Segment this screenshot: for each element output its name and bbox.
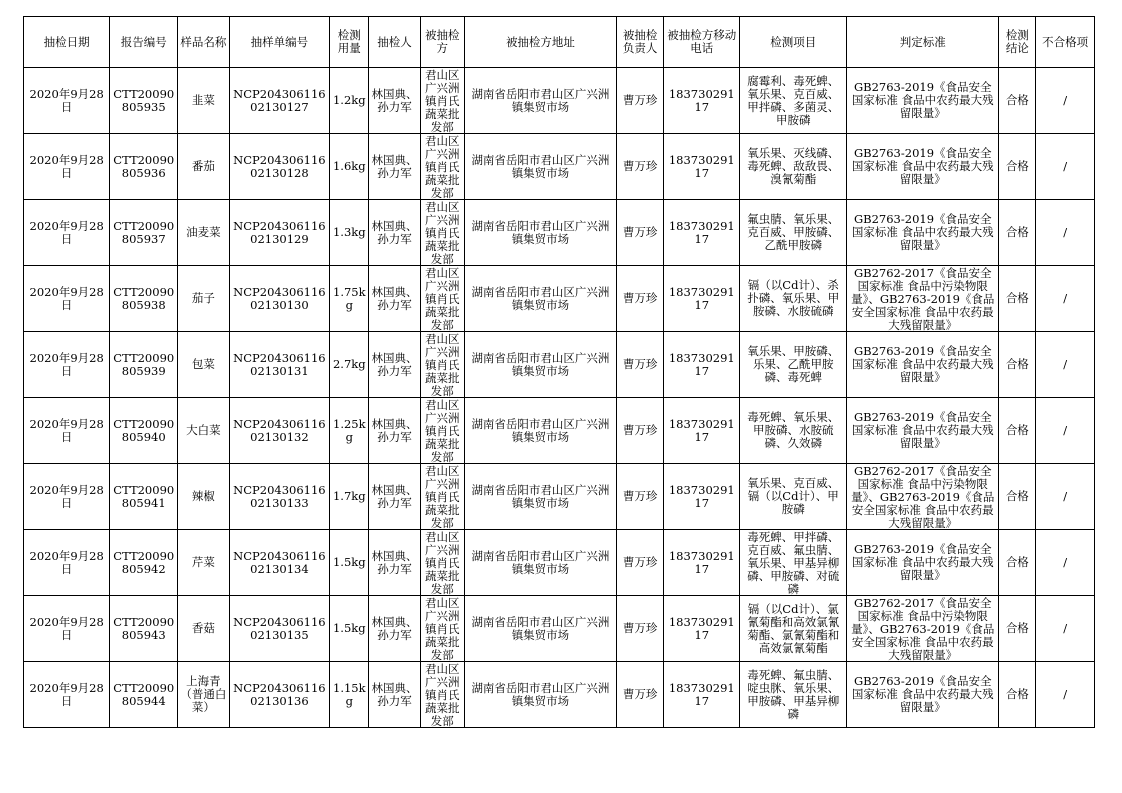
cell-inspector: 林国典、孙力军 <box>369 266 420 332</box>
cell-test-items-text: 氧乐果、克百威、镉（以Cd计）、甲胺磷 <box>747 477 840 516</box>
cell-sample-name: 大白菜 <box>178 398 229 464</box>
cell-standard-text: GB2762-2017《食品安全国家标准 食品中污染物限量》、GB2763-2019《食品安全国家标准 食品中农药最大残留限量》 <box>851 596 995 661</box>
cell-amount: 1.2kg <box>330 68 369 134</box>
cell-standard-text: GB2763-2019《食品安全国家标准 食品中农药最大残留限量》 <box>851 543 994 582</box>
cell-conclusion: 合格 <box>999 134 1036 200</box>
cell-standard <box>847 266 999 332</box>
cell-date: 2020年9月28日 <box>24 464 110 530</box>
header-person-in-charge: 被抽检负责人 <box>617 17 664 68</box>
cell-inspector: 林国典、孙力军 <box>369 398 420 464</box>
cell-person-in-charge: 曹万珍 <box>617 134 664 200</box>
cell-inspected-party-text: 君山区广兴洲镇肖氏蔬菜批发部 <box>425 596 460 661</box>
cell-report-no: CTT20090805938 <box>110 266 178 332</box>
cell-phone: 18373029117 <box>664 662 740 728</box>
cell-test-items <box>740 266 847 332</box>
cell-inspected-party <box>420 68 464 134</box>
cell-sampling-no: NCP20430611602130130 <box>229 266 330 332</box>
cell-sampling-no: NCP20430611602130134 <box>229 530 330 596</box>
cell-inspector: 林国典、孙力军 <box>369 530 420 596</box>
header-report-no: 报告编号 <box>110 17 178 68</box>
cell-person-in-charge: 曹万珍 <box>617 266 664 332</box>
cell-test-items <box>740 332 847 398</box>
cell-failed-items: / <box>1036 662 1095 728</box>
cell-amount: 1.5kg <box>330 596 369 662</box>
cell-person-in-charge: 曹万珍 <box>617 68 664 134</box>
cell-standard-text: GB2762-2017《食品安全国家标准 食品中污染物限量》、GB2763-2019《食品安全国家标准 食品中农药最大残留限量》 <box>851 464 995 529</box>
cell-conclusion: 合格 <box>999 662 1036 728</box>
cell-inspected-party-text: 君山区广兴洲镇肖氏蔬菜批发部 <box>425 332 460 397</box>
cell-amount: 1.25kg <box>330 398 369 464</box>
cell-inspector: 林国典、孙力军 <box>369 596 420 662</box>
cell-inspected-party-text: 君山区广兴洲镇肖氏蔬菜批发部 <box>425 662 460 727</box>
cell-inspected-party-text: 君山区广兴洲镇肖氏蔬菜批发部 <box>425 464 460 529</box>
cell-standard <box>847 464 999 530</box>
cell-phone: 18373029117 <box>664 530 740 596</box>
cell-failed-items: / <box>1036 200 1095 266</box>
cell-conclusion: 合格 <box>999 332 1036 398</box>
cell-test-items-text: 毒死蜱、氟虫腈、啶虫脒、氧乐果、甲胺磷、甲基异柳磷 <box>747 668 840 721</box>
cell-inspected-party <box>420 596 464 662</box>
cell-conclusion: 合格 <box>999 266 1036 332</box>
cell-person-in-charge: 曹万珍 <box>617 200 664 266</box>
cell-failed-items: / <box>1036 530 1095 596</box>
cell-standard-text: GB2762-2017《食品安全国家标准 食品中污染物限量》、GB2763-2019《食品安全国家标准 食品中农药最大残留限量》 <box>851 266 995 331</box>
cell-amount: 1.7kg <box>330 464 369 530</box>
cell-failed-items: / <box>1036 68 1095 134</box>
cell-address: 湖南省岳阳市君山区广兴洲镇集贸市场 <box>464 134 616 200</box>
cell-report-no: CTT20090805935 <box>110 68 178 134</box>
cell-failed-items: / <box>1036 398 1095 464</box>
cell-test-items-text: 镉（以Cd计）、氯氰菊酯和高效氯氰菊酯、氯氰菊酯和高效氯氰菊酯 <box>747 602 840 655</box>
cell-sample-name: 油麦菜 <box>178 200 229 266</box>
cell-address: 湖南省岳阳市君山区广兴洲镇集贸市场 <box>464 530 616 596</box>
cell-inspected-party-text: 君山区广兴洲镇肖氏蔬菜批发部 <box>425 530 460 595</box>
cell-address: 湖南省岳阳市君山区广兴洲镇集贸市场 <box>464 596 616 662</box>
cell-standard-text: GB2763-2019《食品安全国家标准 食品中农药最大残留限量》 <box>851 147 994 186</box>
cell-standard-text: GB2763-2019《食品安全国家标准 食品中农药最大残留限量》 <box>851 81 994 120</box>
inspection-table <box>23 16 1095 728</box>
table-row <box>24 332 1095 398</box>
cell-inspected-party <box>420 200 464 266</box>
cell-amount: 1.5kg <box>330 530 369 596</box>
header-phone: 被抽检方移动电话 <box>664 17 740 68</box>
cell-standard-text: GB2763-2019《食品安全国家标准 食品中农药最大残留限量》 <box>851 411 994 450</box>
header-sample-name: 样品名称 <box>178 17 229 68</box>
header-test-items: 检测项目 <box>740 17 847 68</box>
cell-sampling-no: NCP20430611602130133 <box>229 464 330 530</box>
cell-conclusion: 合格 <box>999 200 1036 266</box>
cell-date: 2020年9月28日 <box>24 266 110 332</box>
cell-address: 湖南省岳阳市君山区广兴洲镇集贸市场 <box>464 662 616 728</box>
cell-amount: 2.7kg <box>330 332 369 398</box>
cell-address: 湖南省岳阳市君山区广兴洲镇集贸市场 <box>464 68 616 134</box>
cell-inspected-party <box>420 662 464 728</box>
cell-report-no: CTT20090805939 <box>110 332 178 398</box>
cell-inspected-party-text: 君山区广兴洲镇肖氏蔬菜批发部 <box>425 266 460 331</box>
cell-test-items <box>740 596 847 662</box>
cell-inspected-party-text: 君山区广兴洲镇肖氏蔬菜批发部 <box>425 200 460 265</box>
table-row <box>24 464 1095 530</box>
cell-phone: 18373029117 <box>664 200 740 266</box>
cell-test-items <box>740 398 847 464</box>
cell-amount: 1.75kg <box>330 266 369 332</box>
cell-sample-name: 香菇 <box>178 596 229 662</box>
cell-standard-text: GB2763-2019《食品安全国家标准 食品中农药最大残留限量》 <box>851 213 994 252</box>
cell-standard <box>847 398 999 464</box>
cell-sample-name: 芹菜 <box>178 530 229 596</box>
cell-conclusion: 合格 <box>999 398 1036 464</box>
cell-inspector: 林国典、孙力军 <box>369 200 420 266</box>
header-row <box>24 17 1095 68</box>
cell-standard <box>847 68 999 134</box>
header-failed-items: 不合格项 <box>1036 17 1095 68</box>
cell-amount: 1.6kg <box>330 134 369 200</box>
cell-address: 湖南省岳阳市君山区广兴洲镇集贸市场 <box>464 266 616 332</box>
cell-sampling-no: NCP20430611602130129 <box>229 200 330 266</box>
cell-sampling-no: NCP20430611602130135 <box>229 596 330 662</box>
cell-phone: 18373029117 <box>664 464 740 530</box>
cell-sampling-no: NCP20430611602130136 <box>229 662 330 728</box>
cell-phone: 18373029117 <box>664 134 740 200</box>
cell-person-in-charge: 曹万珍 <box>617 332 664 398</box>
cell-inspector: 林国典、孙力军 <box>369 332 420 398</box>
cell-address: 湖南省岳阳市君山区广兴洲镇集贸市场 <box>464 332 616 398</box>
cell-sampling-no: NCP20430611602130132 <box>229 398 330 464</box>
cell-inspected-party-text: 君山区广兴洲镇肖氏蔬菜批发部 <box>425 68 460 133</box>
cell-test-items-text: 氧乐果、灭线磷、毒死蜱、敌敌畏、溴氰菊酯 <box>747 147 840 186</box>
cell-sample-name: 茄子 <box>178 266 229 332</box>
cell-sample-name: 辣椒 <box>178 464 229 530</box>
cell-inspector: 林国典、孙力军 <box>369 134 420 200</box>
cell-standard <box>847 200 999 266</box>
cell-inspected-party <box>420 464 464 530</box>
cell-sample-name: 韭菜 <box>178 68 229 134</box>
cell-date: 2020年9月28日 <box>24 398 110 464</box>
cell-inspected-party <box>420 134 464 200</box>
cell-standard-text: GB2763-2019《食品安全国家标准 食品中农药最大残留限量》 <box>851 345 994 384</box>
header-conclusion: 检测结论 <box>999 17 1036 68</box>
cell-date: 2020年9月28日 <box>24 134 110 200</box>
header-sampling-no: 抽样单编号 <box>229 17 330 68</box>
cell-inspector: 林国典、孙力军 <box>369 662 420 728</box>
header-address: 被抽检方地址 <box>464 17 616 68</box>
cell-inspected-party <box>420 530 464 596</box>
cell-sample-name: 包菜 <box>178 332 229 398</box>
cell-phone: 18373029117 <box>664 68 740 134</box>
header-date: 抽检日期 <box>24 17 110 68</box>
cell-date: 2020年9月28日 <box>24 530 110 596</box>
cell-conclusion: 合格 <box>999 464 1036 530</box>
cell-test-items <box>740 200 847 266</box>
cell-report-no: CTT20090805943 <box>110 596 178 662</box>
header-inspected-party: 被抽检方 <box>420 17 464 68</box>
cell-sampling-no: NCP20430611602130131 <box>229 332 330 398</box>
cell-failed-items: / <box>1036 266 1095 332</box>
table-row <box>24 530 1095 596</box>
cell-person-in-charge: 曹万珍 <box>617 530 664 596</box>
cell-inspected-party <box>420 398 464 464</box>
cell-report-no: CTT20090805944 <box>110 662 178 728</box>
table-row <box>24 68 1095 134</box>
cell-test-items-text: 镉（以Cd计）、杀扑磷、氧乐果、甲胺磷、水胺硫磷 <box>747 279 840 318</box>
cell-date: 2020年9月28日 <box>24 332 110 398</box>
cell-test-items <box>740 530 847 596</box>
cell-address: 湖南省岳阳市君山区广兴洲镇集贸市场 <box>464 398 616 464</box>
cell-date: 2020年9月28日 <box>24 662 110 728</box>
cell-sampling-no: NCP20430611602130128 <box>229 134 330 200</box>
cell-conclusion: 合格 <box>999 596 1036 662</box>
cell-failed-items: / <box>1036 134 1095 200</box>
cell-conclusion: 合格 <box>999 68 1036 134</box>
cell-test-items-text: 毒死蜱、甲拌磷、克百威、氟虫腈、氧乐果、甲基异柳磷、甲胺磷、对硫磷 <box>747 530 840 595</box>
cell-failed-items: / <box>1036 332 1095 398</box>
cell-test-items <box>740 662 847 728</box>
cell-standard <box>847 134 999 200</box>
cell-inspected-party <box>420 266 464 332</box>
cell-phone: 18373029117 <box>664 266 740 332</box>
cell-test-items-text: 氧乐果、甲胺磷、乐果、乙酰甲胺磷、毒死蜱 <box>747 345 840 384</box>
cell-address: 湖南省岳阳市君山区广兴洲镇集贸市场 <box>464 200 616 266</box>
cell-inspector: 林国典、孙力军 <box>369 464 420 530</box>
cell-person-in-charge: 曹万珍 <box>617 596 664 662</box>
cell-phone: 18373029117 <box>664 332 740 398</box>
cell-phone: 18373029117 <box>664 398 740 464</box>
cell-person-in-charge: 曹万珍 <box>617 662 664 728</box>
cell-test-items <box>740 68 847 134</box>
cell-amount: 1.3kg <box>330 200 369 266</box>
header-amount: 检测用量 <box>330 17 369 68</box>
cell-sampling-no: NCP20430611602130127 <box>229 68 330 134</box>
cell-date: 2020年9月28日 <box>24 200 110 266</box>
cell-test-items-text: 腐霉利、毒死蜱、氧乐果、克百威、甲拌磷、多菌灵、甲胺磷 <box>747 74 840 127</box>
cell-inspected-party <box>420 332 464 398</box>
cell-report-no: CTT20090805941 <box>110 464 178 530</box>
cell-sample-name: 上海青（普通白菜） <box>178 662 229 728</box>
cell-report-no: CTT20090805937 <box>110 200 178 266</box>
cell-report-no: CTT20090805942 <box>110 530 178 596</box>
table-row <box>24 200 1095 266</box>
cell-date: 2020年9月28日 <box>24 68 110 134</box>
cell-sample-name: 番茄 <box>178 134 229 200</box>
cell-conclusion: 合格 <box>999 530 1036 596</box>
cell-test-items <box>740 464 847 530</box>
table-row <box>24 662 1095 728</box>
table-row <box>24 266 1095 332</box>
cell-person-in-charge: 曹万珍 <box>617 464 664 530</box>
cell-inspected-party-text: 君山区广兴洲镇肖氏蔬菜批发部 <box>425 398 460 463</box>
header-standard: 判定标准 <box>847 17 999 68</box>
cell-report-no: CTT20090805940 <box>110 398 178 464</box>
cell-standard <box>847 530 999 596</box>
cell-report-no: CTT20090805936 <box>110 134 178 200</box>
cell-person-in-charge: 曹万珍 <box>617 398 664 464</box>
cell-failed-items: / <box>1036 596 1095 662</box>
header-inspector: 抽检人 <box>369 17 420 68</box>
table-row <box>24 134 1095 200</box>
cell-standard <box>847 662 999 728</box>
cell-standard <box>847 332 999 398</box>
table-row <box>24 596 1095 662</box>
cell-address: 湖南省岳阳市君山区广兴洲镇集贸市场 <box>464 464 616 530</box>
cell-test-items-text: 氟虫腈、氧乐果、克百威、甲胺磷、乙酰甲胺磷 <box>747 213 840 252</box>
cell-inspected-party-text: 君山区广兴洲镇肖氏蔬菜批发部 <box>425 134 460 199</box>
table-row <box>24 398 1095 464</box>
cell-standard-text: GB2763-2019《食品安全国家标准 食品中农药最大残留限量》 <box>851 675 994 714</box>
cell-failed-items: / <box>1036 464 1095 530</box>
cell-standard <box>847 596 999 662</box>
cell-date: 2020年9月28日 <box>24 596 110 662</box>
cell-amount: 1.15kg <box>330 662 369 728</box>
cell-inspector: 林国典、孙力军 <box>369 68 420 134</box>
cell-test-items-text: 毒死蜱、氧乐果、甲胺磷、水胺硫磷、久效磷 <box>747 411 840 450</box>
cell-phone: 18373029117 <box>664 596 740 662</box>
cell-test-items <box>740 134 847 200</box>
